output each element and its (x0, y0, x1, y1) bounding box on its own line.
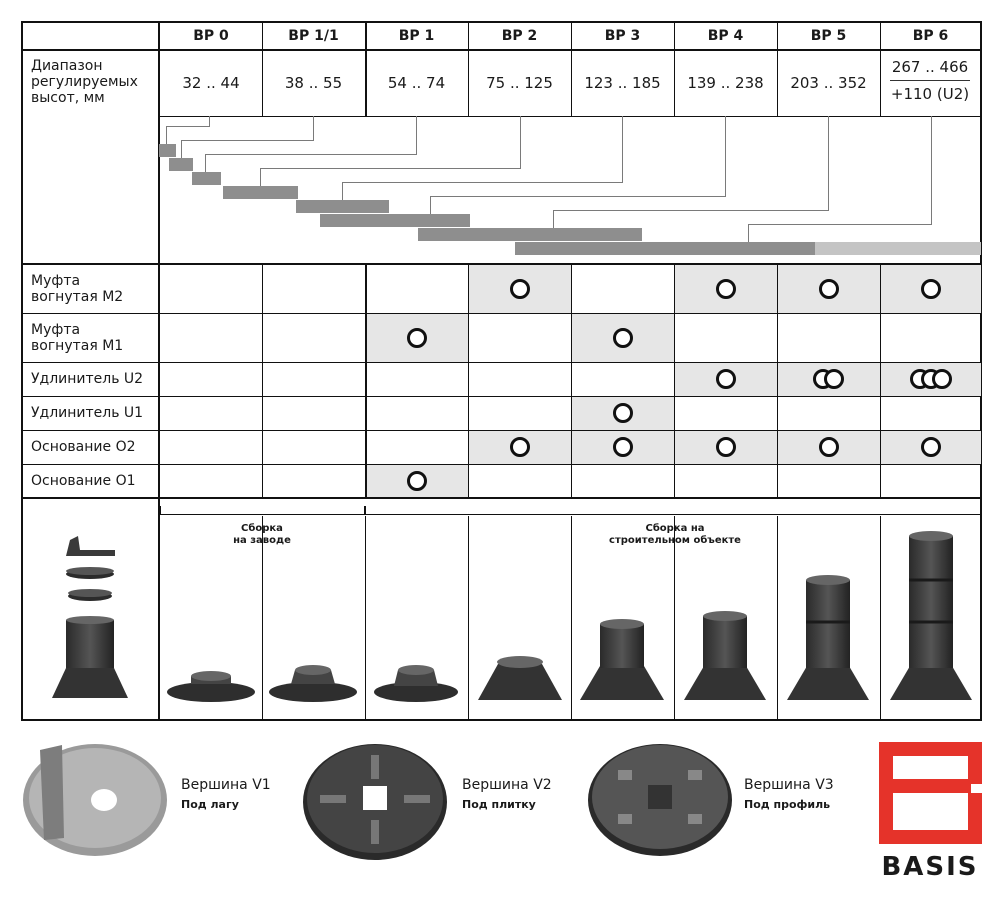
column-header: BP 3 (604, 28, 641, 44)
column-header: BP 5 (810, 28, 847, 44)
range-bp6-main: 267 .. 466 (891, 58, 969, 76)
brand-name: BASIS (881, 852, 979, 882)
row-label: Муфта вогнутая М1 (31, 321, 124, 354)
top-v1-image (23, 744, 167, 856)
pedestal-bp1-image (374, 665, 458, 702)
row-label: Основание О1 (31, 472, 136, 489)
top-v3-image (588, 744, 732, 856)
top-v3-name: Вершина V3 (744, 777, 834, 793)
column-header: BP 0 (193, 28, 229, 44)
range-value: 123 .. 185 (584, 74, 661, 92)
range-value: 54 .. 74 (387, 74, 446, 92)
basis-logo (879, 742, 982, 844)
exploded-pedestal-image (52, 536, 128, 698)
top-v1-name: Вершина V1 (181, 777, 271, 793)
pedestal-bp0-image (167, 671, 255, 702)
top-v2-image (303, 744, 447, 860)
top-v2-desc: Под плитку (462, 798, 536, 811)
top-v1-desc: Под лагу (181, 798, 239, 811)
row-label: Основание О2 (31, 439, 136, 455)
pedestal-bp6-image (890, 531, 972, 700)
column-header: BP 4 (707, 28, 744, 44)
assembly-factory-note: Сборка на заводе (233, 523, 291, 546)
range-value: 75 .. 125 (486, 74, 553, 92)
top-v3-desc: Под профиль (744, 798, 831, 811)
pedestal-bp11-image (269, 665, 357, 702)
pedestal-bp4-image (684, 611, 766, 700)
range-label: Диапазон регулируемых высот, мм (31, 58, 138, 106)
range-value: 38 .. 55 (284, 74, 343, 92)
range-bp6-ext: +110 (U2) (890, 85, 970, 103)
assembly-site-note: Сборка на строительном объекте (609, 523, 741, 546)
column-header: BP 1 (398, 28, 435, 44)
range-value: 32 .. 44 (182, 74, 240, 92)
top-v2-name: Вершина V2 (462, 777, 552, 793)
column-header: BP 1/1 (288, 28, 339, 44)
column-header: BP 2 (501, 28, 538, 44)
column-header: BP 6 (912, 28, 949, 44)
row-label: Муфта вогнутая М2 (31, 272, 124, 305)
pedestal-bp2-image (478, 656, 562, 700)
row-label: Удлинитель U1 (31, 405, 144, 421)
pedestal-bp3-image (580, 619, 664, 700)
range-value: 139 .. 238 (687, 74, 764, 92)
row-label: Удлинитель U2 (31, 371, 144, 387)
range-value: 203 .. 352 (790, 74, 867, 92)
pedestal-bp5-image (787, 575, 869, 700)
